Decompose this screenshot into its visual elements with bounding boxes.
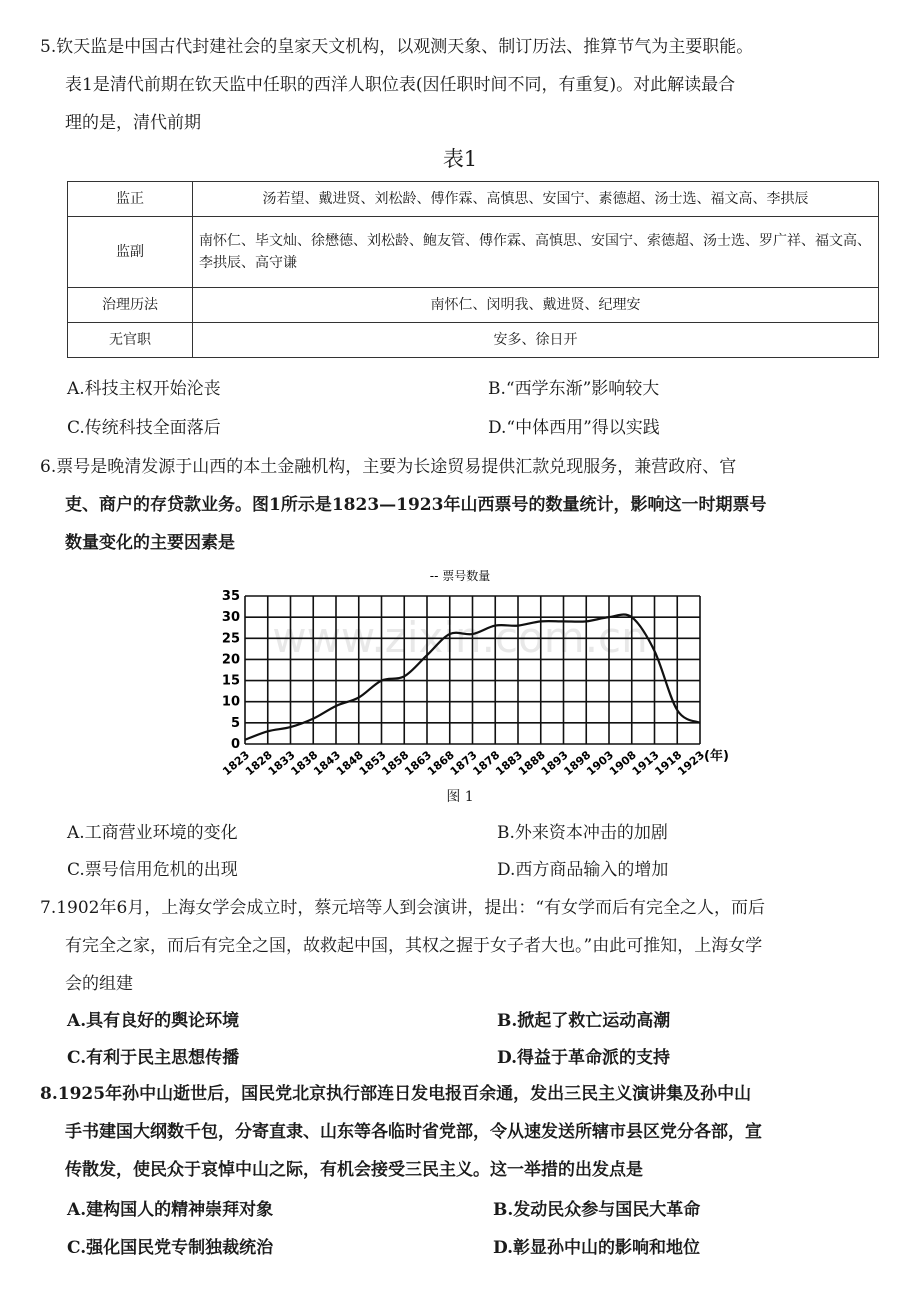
table-cell-names: 南怀仁、闵明我、戴进贤、纪理安 bbox=[193, 288, 879, 323]
question-5-stem-line2: 表1是清代前期在钦天监中任职的西洋人职位表(因任职时间不同，有重复)。对此解读最合 bbox=[65, 75, 736, 95]
x-tick-label: 1863 bbox=[402, 748, 435, 779]
question-5-stem-line3: 理的是，清代前期 bbox=[65, 113, 201, 133]
table-cell-role: 无官职 bbox=[68, 323, 193, 358]
q6-option-d[interactable]: D.西方商品输入的增加 bbox=[497, 860, 669, 880]
x-tick-label: 1838 bbox=[288, 748, 321, 779]
x-tick-label: 1843 bbox=[311, 748, 344, 779]
question-number: 8. bbox=[40, 1084, 58, 1104]
x-tick-label: 1903 bbox=[584, 748, 617, 779]
question-8 bbox=[40, 1075, 885, 1189]
x-tick-label: 1833 bbox=[265, 748, 298, 779]
table-1-caption: 表1 bbox=[442, 147, 478, 171]
x-tick-label: 1888 bbox=[516, 748, 548, 779]
question-number: 6. bbox=[40, 457, 57, 477]
q8-option-b[interactable]: B.发动民众参与国民大革命 bbox=[493, 1200, 701, 1220]
question-6-stem-line2: 吏、商户的存贷款业务。图1所示是1823—1923年山西票号的数量统计，影响这一时期票号 bbox=[65, 495, 767, 515]
y-tick-label: 30 bbox=[221, 610, 240, 626]
stem-text: 票号是晚清发源于山西的本土金融机构，主要为长途贸易提供汇款兑现服务，兼营政府、官 bbox=[56, 457, 737, 477]
chart-x-ticks bbox=[220, 748, 707, 778]
table-cell-role: 监副 bbox=[68, 217, 193, 288]
table-cell-names: 汤若望、戴进贤、刘松龄、傅作霖、高慎思、安国宁、素德超、汤士选、福文高、李拱辰 bbox=[193, 182, 879, 217]
chart-watermark: www.zixin.com.cn bbox=[272, 613, 648, 662]
q5-option-c[interactable]: C.传统科技全面落后 bbox=[67, 418, 221, 438]
question-8-stem-line2: 手书建国大纲数千包，分寄直隶、山东等各临时省党部，令从速发送所辖市县区党分各部，宣 bbox=[65, 1122, 762, 1142]
table-1 bbox=[67, 181, 879, 358]
chart-x-axis-label: (年) bbox=[704, 749, 729, 764]
q8-option-a[interactable]: A.建构国人的精神崇拜对象 bbox=[67, 1200, 274, 1220]
x-tick-label: 1893 bbox=[538, 748, 571, 779]
question-5-stem-line1 bbox=[40, 28, 885, 66]
q7-option-b[interactable]: B.掀起了救亡运动高潮 bbox=[497, 1011, 671, 1031]
question-number: 5. bbox=[40, 37, 57, 57]
x-tick-label: 1828 bbox=[243, 748, 275, 779]
question-5 bbox=[40, 28, 885, 142]
x-tick-label: 1878 bbox=[470, 748, 503, 779]
q8-option-c[interactable]: C.强化国民党专制独裁统治 bbox=[67, 1238, 274, 1258]
x-tick-label: 1883 bbox=[493, 748, 526, 779]
chart-y-ticks bbox=[222, 589, 240, 752]
table-cell-names: 南怀仁、毕文灿、徐懋德、刘松龄、鲍友管、傅作霖、高慎思、安国宁、索德超、汤士选、罗广祥、福文高、李拱辰、高守谦 bbox=[193, 217, 879, 288]
ticket-house-line-chart bbox=[0, 560, 920, 800]
stem-text: 1902年6月，上海女学会成立时，蔡元培等人到会演讲，提出：“有女学而后有完全之人，而后 bbox=[56, 898, 766, 918]
x-tick-label: 1913 bbox=[629, 748, 662, 779]
y-tick-label: 20 bbox=[221, 652, 240, 668]
x-tick-label: 1908 bbox=[607, 748, 639, 779]
question-8-stem-line1 bbox=[40, 1075, 885, 1113]
table-row bbox=[68, 217, 879, 288]
x-tick-label: 1918 bbox=[652, 748, 685, 779]
table-cell-role: 治理历法 bbox=[68, 288, 193, 323]
question-6-stem-line3: 数量变化的主要因素是 bbox=[65, 533, 235, 553]
question-7-stem-line1 bbox=[40, 889, 885, 927]
stem-text: 1925年孙中山逝世后，国民党北京执行部连日发电报百余通，发出三民主义演讲集及孙中山 bbox=[57, 1084, 752, 1104]
stem-text: 钦天监是中国古代封建社会的皇家天文机构，以观测天象、制订历法、推算节气为主要职能。 bbox=[56, 37, 754, 57]
x-tick-label: 1873 bbox=[447, 748, 480, 779]
q6-option-b[interactable]: B.外来资本冲击的加剧 bbox=[497, 823, 668, 843]
question-number: 7. bbox=[40, 898, 57, 918]
y-tick-label: 10 bbox=[221, 694, 240, 710]
x-tick-label: 1898 bbox=[561, 748, 594, 779]
q5-option-d[interactable]: D.“中体西用”得以实践 bbox=[488, 418, 660, 438]
x-tick-label: 1848 bbox=[334, 748, 366, 779]
q6-option-a[interactable]: A.工商营业环境的变化 bbox=[67, 823, 238, 843]
y-tick-label: 25 bbox=[221, 631, 240, 647]
table-row bbox=[68, 288, 879, 323]
y-tick-label: 15 bbox=[221, 673, 240, 689]
figure-1-caption: 图 1 bbox=[446, 789, 474, 805]
q7-option-c[interactable]: C.有利于民主思想传播 bbox=[67, 1048, 240, 1068]
question-7 bbox=[40, 889, 885, 1003]
x-tick-label: 1853 bbox=[356, 748, 389, 779]
q6-option-c[interactable]: C.票号信用危机的出现 bbox=[67, 860, 238, 880]
chart-title: -- 票号数量 bbox=[429, 569, 491, 583]
q8-option-d[interactable]: D.彰显孙中山的影响和地位 bbox=[493, 1238, 701, 1258]
x-tick-label: 1823 bbox=[220, 748, 253, 779]
question-6-stem-line1 bbox=[40, 448, 885, 486]
y-tick-label: 5 bbox=[230, 715, 240, 731]
table-cell-names: 安多、徐日开 bbox=[193, 323, 879, 358]
x-tick-label: 1858 bbox=[379, 748, 412, 779]
question-7-stem-line2: 有完全之家，而后有完全之国，故救起中国，其权之握于女子者大也。”由此可推知，上海女学 bbox=[65, 936, 763, 956]
table-cell-role: 监正 bbox=[68, 182, 193, 217]
x-tick-label: 1868 bbox=[425, 748, 457, 779]
table-row bbox=[68, 323, 879, 358]
q7-option-d[interactable]: D.得益于革命派的支持 bbox=[497, 1048, 671, 1068]
question-8-stem-line3: 传散发，使民众于哀悼中山之际，有机会接受三民主义。这一举措的出发点是 bbox=[65, 1160, 643, 1180]
q5-option-b[interactable]: B.“西学东渐”影响较大 bbox=[488, 379, 660, 399]
y-tick-label: 35 bbox=[221, 589, 240, 604]
q7-option-a[interactable]: A.具有良好的舆论环境 bbox=[67, 1011, 240, 1031]
q5-option-a[interactable]: A.科技主权开始沦丧 bbox=[67, 379, 221, 399]
x-tick-label: 1923 bbox=[675, 748, 708, 779]
question-6 bbox=[40, 448, 885, 562]
question-7-stem-line3: 会的组建 bbox=[65, 974, 133, 994]
y-tick-label: 0 bbox=[230, 737, 240, 752]
table-row bbox=[68, 182, 879, 217]
